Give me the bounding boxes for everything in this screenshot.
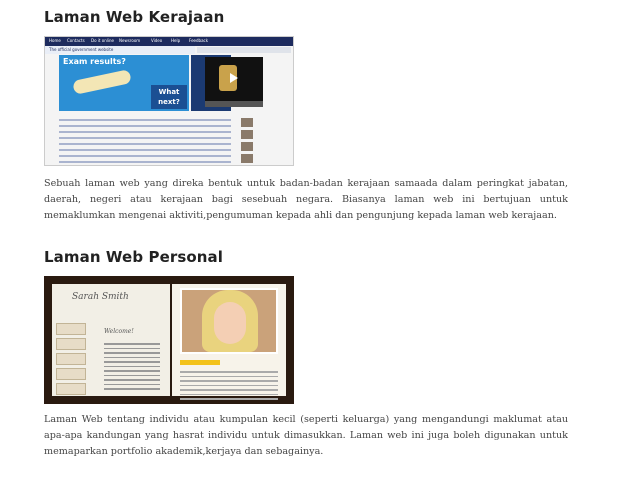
gov-subtitle: The official government website [45,46,195,54]
gov-people-list [241,115,291,163]
gov-nav-item: Contacts [67,38,85,43]
section-description-government: Sebuah laman web yang direka bentuk untuk badan-badan kerajaan samaada dalam peringkat jabatan, daerah, negeri atau kerajaan bagi sesebuah negara. Biasanya laman web ini bertujuan untuk memaklumkan mengenai aktiviti,pengumuman kepada ahli dan pengunjung kepada laman web kerajaan. [44,178,568,221]
play-icon [230,73,238,83]
gov-nav-item: Feedback [189,38,209,43]
personal-website-screenshot [44,276,294,404]
section-heading-personal: Laman Web Personal [44,248,224,266]
gov-nav-item: Home [49,38,61,43]
gov-nav-item: Do it online [91,38,114,43]
pers-left-page [52,284,170,396]
diploma-scroll-icon [72,69,132,95]
gov-hero-text: Exam results? [63,57,126,66]
pers-tag-list [56,320,86,386]
gov-nav-item: Newsroom [119,38,141,43]
pers-right-page [172,284,286,396]
pers-welcome: Welcome! [104,328,134,335]
gov-hero-banner [59,55,189,111]
pers-signature: Sarah Smith [72,292,129,302]
government-website-screenshot [44,36,294,166]
pers-story-text [180,368,278,403]
gov-link-list [59,115,231,165]
pers-top-story-bar [180,360,220,365]
gov-nav-item: Video [151,38,163,43]
gov-hero-next: What next? [151,85,187,109]
gov-nav-bar [45,37,293,46]
gov-tabs [197,47,291,53]
gov-nav-item: Help [171,38,181,43]
pers-body-text [104,340,160,393]
video-controls [205,101,263,107]
gov-video-player [205,57,263,101]
section-heading-government: Laman Web Kerajaan [44,8,225,26]
portrait-photo [180,288,278,354]
section-description-personal: Laman Web tentang individu atau kumpulan kecil (seperti keluarga) yang mengandungi maklumat atau apa-apa kandungan yang hasrat individu untuk dimasukkan. Laman web ini juga boleh digunakan untuk memaparkan portfolio akademik,kerjaya dan sebagainya. [44,414,568,457]
